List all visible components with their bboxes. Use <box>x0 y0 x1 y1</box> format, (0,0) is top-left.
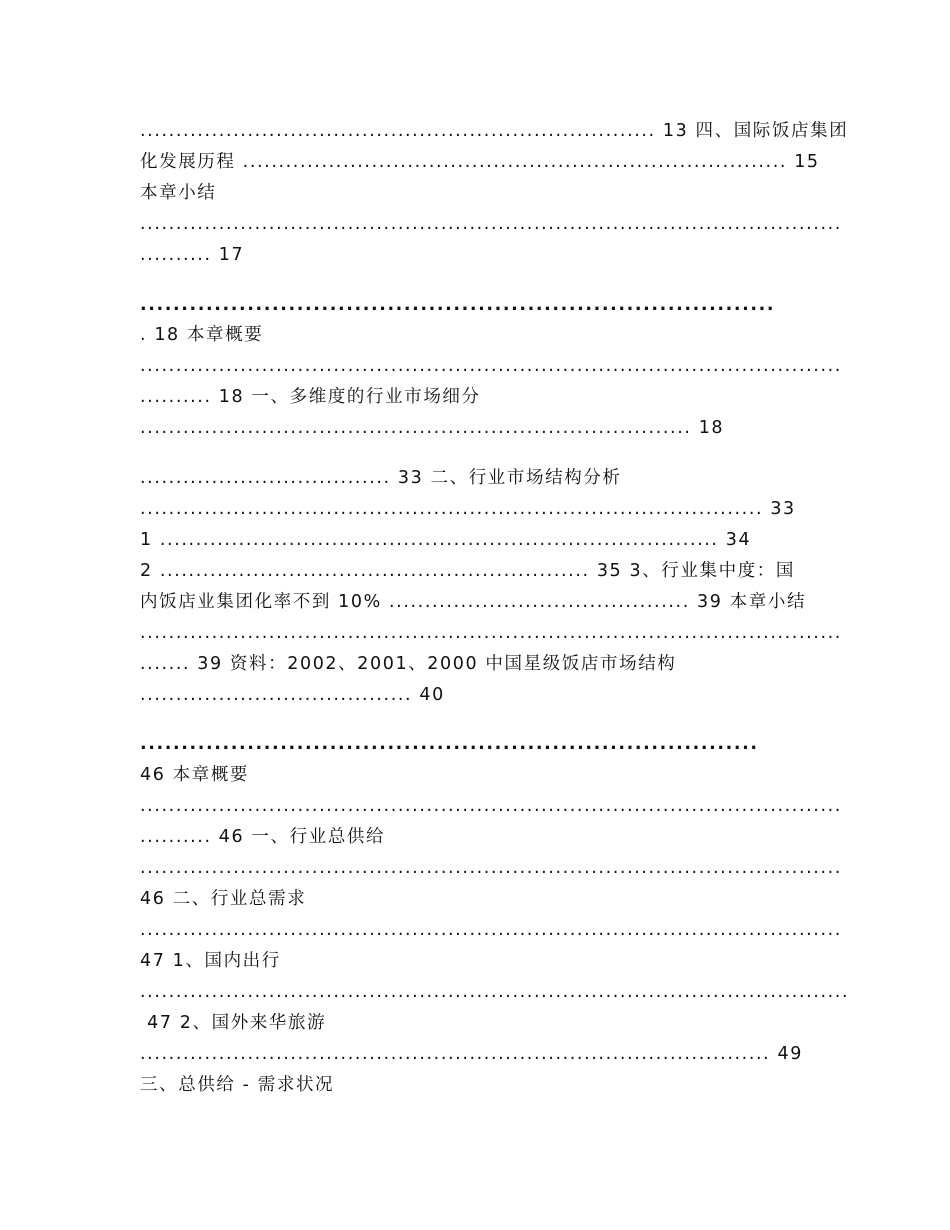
toc-line: 内饭店业集团化率不到 10% .......................................... 39 本章小结 <box>140 592 807 612</box>
toc-line: ........................................................................................ 49 <box>140 1044 803 1064</box>
toc-line: .................................................................................................. <box>140 623 842 643</box>
toc-line: ........................................................................... <box>140 734 759 754</box>
toc-line: ................................... 33 二、行业市场结构分析 <box>140 468 622 488</box>
toc-line: ...................................... 40 <box>140 685 445 705</box>
toc-line: ........................................................................ 13 四、国际饭店集团 <box>140 121 849 141</box>
toc-line: 2 ............................................................ 35 3、行业集中度：国 <box>140 561 795 581</box>
toc-line: 化发展历程 ............................................................................ 15 <box>140 152 820 172</box>
toc-line: .................................................................................................. <box>140 356 842 376</box>
toc-line: ............................................................................. 18 <box>140 418 725 438</box>
toc-line: .................................................................................................. <box>140 214 842 234</box>
toc-line: .................................................................................................. <box>140 858 842 878</box>
toc-line: ....................................................................................... 33 <box>140 499 796 519</box>
toc-line: 本章小结 <box>140 183 217 203</box>
toc-line: ....... 39 资料：2002、2001、2000 中国星级饭店市场结构 <box>140 654 677 674</box>
toc-line: .................................................................................................. <box>140 920 842 940</box>
toc-line: 46 本章概要 <box>140 765 250 785</box>
toc-line: .......... 46 一、行业总供给 <box>140 827 386 847</box>
toc-line: ............................................................................. <box>140 295 776 315</box>
toc-line: 46 二、行业总需求 <box>140 889 307 909</box>
toc-line: 47 1、国内出行 <box>140 951 281 971</box>
toc-line: 三、总供给 - 需求状况 <box>140 1075 335 1095</box>
toc-line: .................................................................................................. <box>140 796 842 816</box>
toc-line: 47 2、国外来华旅游 <box>140 1013 327 1033</box>
toc-line: .......... 17 <box>140 245 245 265</box>
toc-line: .......... 18 一、多维度的行业市场细分 <box>140 387 481 407</box>
toc-line: 1 .............................................................................. 34 <box>140 530 752 550</box>
toc-line: ................................................................................................... <box>140 982 850 1002</box>
toc-line: . 18 本章概要 <box>140 325 264 345</box>
